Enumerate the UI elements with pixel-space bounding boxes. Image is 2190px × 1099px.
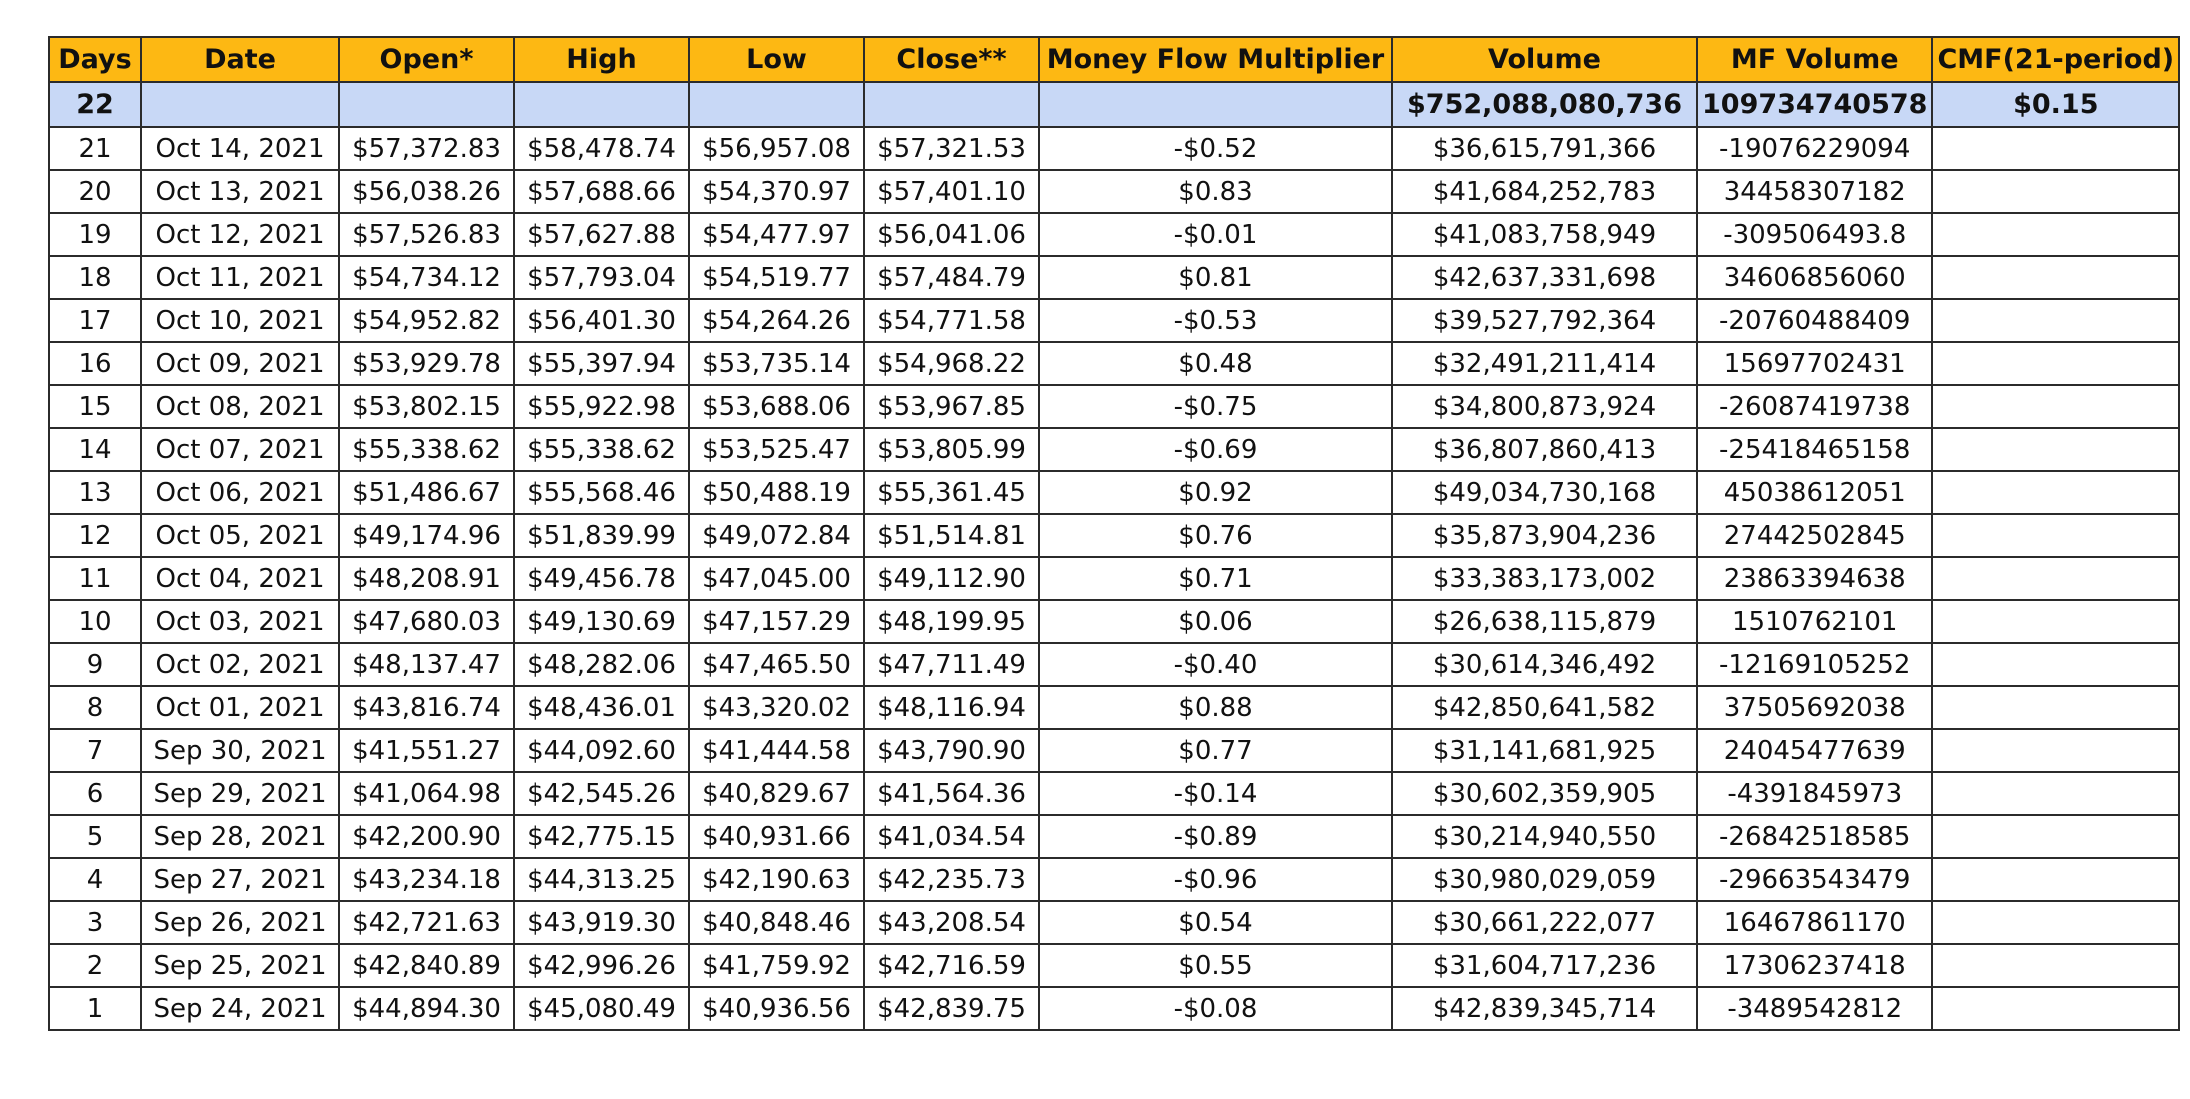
cell-low: $49,072.84: [689, 514, 864, 557]
cell-low: $43,320.02: [689, 686, 864, 729]
table-row: [49, 514, 2179, 557]
cell-cmf: [1932, 299, 2179, 342]
cell-volume: $30,614,346,492: [1392, 643, 1697, 686]
cmf-data-table: [48, 36, 2180, 1031]
cell-date: Oct 06, 2021: [141, 471, 339, 514]
cell-volume: $42,839,345,714: [1392, 987, 1697, 1030]
cell-mf-volume: 1510762101: [1697, 600, 1932, 643]
cell-date: Sep 26, 2021: [141, 901, 339, 944]
cell-cmf: [1932, 471, 2179, 514]
cell-days: 19: [49, 213, 141, 256]
cell-days: 9: [49, 643, 141, 686]
cell-cmf: [1932, 342, 2179, 385]
cell-days: 2: [49, 944, 141, 987]
cell-multiplier: $0.83: [1039, 170, 1392, 213]
cell-days: 15: [49, 385, 141, 428]
cell-close: $48,199.95: [864, 600, 1039, 643]
cell-volume: $36,807,860,413: [1392, 428, 1697, 471]
cell-date: Oct 13, 2021: [141, 170, 339, 213]
cell-mf-volume: 24045477639: [1697, 729, 1932, 772]
summary-multiplier: [1039, 82, 1392, 127]
table-row: [49, 772, 2179, 815]
cell-open: $41,064.98: [339, 772, 514, 815]
cell-high: $55,397.94: [514, 342, 689, 385]
cell-multiplier: $0.92: [1039, 471, 1392, 514]
cell-high: $42,996.26: [514, 944, 689, 987]
cell-close: $42,839.75: [864, 987, 1039, 1030]
cell-mf-volume: -3489542812: [1697, 987, 1932, 1030]
table-row: [49, 213, 2179, 256]
cell-open: $49,174.96: [339, 514, 514, 557]
cell-cmf: [1932, 514, 2179, 557]
header-date: Date: [141, 37, 339, 82]
cell-date: Sep 30, 2021: [141, 729, 339, 772]
cell-open: $42,721.63: [339, 901, 514, 944]
summary-mf-volume-total: 109734740578: [1697, 82, 1932, 127]
cell-date: Sep 29, 2021: [141, 772, 339, 815]
cell-multiplier: $0.81: [1039, 256, 1392, 299]
cell-open: $48,208.91: [339, 557, 514, 600]
cell-open: $56,038.26: [339, 170, 514, 213]
cell-low: $54,370.97: [689, 170, 864, 213]
cell-days: 13: [49, 471, 141, 514]
cell-cmf: [1932, 686, 2179, 729]
cell-multiplier: -$0.53: [1039, 299, 1392, 342]
cell-low: $42,190.63: [689, 858, 864, 901]
cell-cmf: [1932, 643, 2179, 686]
cell-mf-volume: 16467861170: [1697, 901, 1932, 944]
cell-open: $43,234.18: [339, 858, 514, 901]
cell-cmf: [1932, 170, 2179, 213]
cell-mf-volume: -4391845973: [1697, 772, 1932, 815]
cell-close: $41,564.36: [864, 772, 1039, 815]
cell-open: $48,137.47: [339, 643, 514, 686]
cell-days: 21: [49, 127, 141, 170]
cell-date: Oct 07, 2021: [141, 428, 339, 471]
table-row: [49, 127, 2179, 170]
cell-open: $51,486.67: [339, 471, 514, 514]
cell-date: Oct 03, 2021: [141, 600, 339, 643]
header-days: Days: [49, 37, 141, 82]
table-row: [49, 557, 2179, 600]
table-row: [49, 428, 2179, 471]
cell-date: Oct 04, 2021: [141, 557, 339, 600]
table-row: [49, 170, 2179, 213]
cell-volume: $31,141,681,925: [1392, 729, 1697, 772]
cell-multiplier: -$0.08: [1039, 987, 1392, 1030]
cell-cmf: [1932, 256, 2179, 299]
cell-low: $47,157.29: [689, 600, 864, 643]
cell-days: 3: [49, 901, 141, 944]
table-row: [49, 299, 2179, 342]
cell-low: $53,525.47: [689, 428, 864, 471]
cell-volume: $42,637,331,698: [1392, 256, 1697, 299]
cell-volume: $26,638,115,879: [1392, 600, 1697, 643]
cell-multiplier: -$0.96: [1039, 858, 1392, 901]
summary-days: 22: [49, 82, 141, 127]
cell-open: $54,734.12: [339, 256, 514, 299]
cell-high: $45,080.49: [514, 987, 689, 1030]
cell-days: 8: [49, 686, 141, 729]
cell-multiplier: $0.06: [1039, 600, 1392, 643]
cell-open: $41,551.27: [339, 729, 514, 772]
table-row: [49, 944, 2179, 987]
cell-mf-volume: -20760488409: [1697, 299, 1932, 342]
cell-cmf: [1932, 600, 2179, 643]
cell-high: $57,793.04: [514, 256, 689, 299]
cell-days: 18: [49, 256, 141, 299]
cell-mf-volume: 37505692038: [1697, 686, 1932, 729]
cell-multiplier: -$0.89: [1039, 815, 1392, 858]
cell-days: 1: [49, 987, 141, 1030]
cell-high: $49,456.78: [514, 557, 689, 600]
header-open: Open*: [339, 37, 514, 82]
cell-multiplier: $0.76: [1039, 514, 1392, 557]
cell-days: 5: [49, 815, 141, 858]
cell-volume: $49,034,730,168: [1392, 471, 1697, 514]
cell-close: $56,041.06: [864, 213, 1039, 256]
cell-high: $57,627.88: [514, 213, 689, 256]
header-row: [49, 37, 2179, 82]
summary-close: [864, 82, 1039, 127]
summary-row: [49, 82, 2179, 127]
cell-high: $49,130.69: [514, 600, 689, 643]
cell-high: $43,919.30: [514, 901, 689, 944]
cell-date: Oct 12, 2021: [141, 213, 339, 256]
header-cmf: CMF(21-period): [1932, 37, 2179, 82]
cell-multiplier: $0.55: [1039, 944, 1392, 987]
cell-multiplier: -$0.14: [1039, 772, 1392, 815]
cell-multiplier: $0.71: [1039, 557, 1392, 600]
cell-days: 12: [49, 514, 141, 557]
cell-days: 4: [49, 858, 141, 901]
cell-date: Oct 09, 2021: [141, 342, 339, 385]
cell-high: $55,568.46: [514, 471, 689, 514]
cell-date: Oct 14, 2021: [141, 127, 339, 170]
cell-open: $53,802.15: [339, 385, 514, 428]
cell-days: 7: [49, 729, 141, 772]
table-row: [49, 342, 2179, 385]
cell-close: $49,112.90: [864, 557, 1039, 600]
cell-high: $44,092.60: [514, 729, 689, 772]
cell-open: $42,840.89: [339, 944, 514, 987]
cell-open: $54,952.82: [339, 299, 514, 342]
cell-close: $42,716.59: [864, 944, 1039, 987]
cell-open: $57,372.83: [339, 127, 514, 170]
cell-mf-volume: 17306237418: [1697, 944, 1932, 987]
cell-mf-volume: -26087419738: [1697, 385, 1932, 428]
cell-high: $51,839.99: [514, 514, 689, 557]
cell-multiplier: $0.88: [1039, 686, 1392, 729]
cell-date: Oct 11, 2021: [141, 256, 339, 299]
cell-volume: $36,615,791,366: [1392, 127, 1697, 170]
cell-close: $55,361.45: [864, 471, 1039, 514]
cell-open: $53,929.78: [339, 342, 514, 385]
cell-close: $51,514.81: [864, 514, 1039, 557]
cell-cmf: [1932, 987, 2179, 1030]
summary-low: [689, 82, 864, 127]
cell-close: $54,968.22: [864, 342, 1039, 385]
cell-low: $47,465.50: [689, 643, 864, 686]
cell-close: $48,116.94: [864, 686, 1039, 729]
cell-low: $41,444.58: [689, 729, 864, 772]
cell-close: $54,771.58: [864, 299, 1039, 342]
header-money-flow-multiplier: Money Flow Multiplier: [1039, 37, 1392, 82]
cell-cmf: [1932, 901, 2179, 944]
cell-days: 14: [49, 428, 141, 471]
table-row: [49, 729, 2179, 772]
table-row: [49, 471, 2179, 514]
header-mf-volume: MF Volume: [1697, 37, 1932, 82]
cell-date: Oct 08, 2021: [141, 385, 339, 428]
cell-high: $58,478.74: [514, 127, 689, 170]
cell-close: $57,401.10: [864, 170, 1039, 213]
cell-volume: $30,602,359,905: [1392, 772, 1697, 815]
cell-multiplier: $0.48: [1039, 342, 1392, 385]
cell-open: $44,894.30: [339, 987, 514, 1030]
summary-high: [514, 82, 689, 127]
cell-cmf: [1932, 858, 2179, 901]
table-row: [49, 858, 2179, 901]
cell-close: $53,967.85: [864, 385, 1039, 428]
cell-volume: $35,873,904,236: [1392, 514, 1697, 557]
cell-cmf: [1932, 557, 2179, 600]
cell-open: $43,816.74: [339, 686, 514, 729]
cell-low: $53,735.14: [689, 342, 864, 385]
cell-date: Sep 24, 2021: [141, 987, 339, 1030]
cell-date: Sep 27, 2021: [141, 858, 339, 901]
cell-volume: $33,383,173,002: [1392, 557, 1697, 600]
summary-volume-total: $752,088,080,736: [1392, 82, 1697, 127]
cell-multiplier: -$0.52: [1039, 127, 1392, 170]
cell-high: $55,922.98: [514, 385, 689, 428]
cell-days: 6: [49, 772, 141, 815]
cell-mf-volume: -29663543479: [1697, 858, 1932, 901]
cell-mf-volume: 34458307182: [1697, 170, 1932, 213]
cell-mf-volume: 27442502845: [1697, 514, 1932, 557]
cell-volume: $39,527,792,364: [1392, 299, 1697, 342]
cell-cmf: [1932, 729, 2179, 772]
table-row: [49, 385, 2179, 428]
cell-mf-volume: -309506493.8: [1697, 213, 1932, 256]
cell-low: $56,957.08: [689, 127, 864, 170]
cell-high: $42,545.26: [514, 772, 689, 815]
cell-days: 11: [49, 557, 141, 600]
cell-volume: $31,604,717,236: [1392, 944, 1697, 987]
cell-low: $54,519.77: [689, 256, 864, 299]
cell-multiplier: -$0.69: [1039, 428, 1392, 471]
cell-mf-volume: 34606856060: [1697, 256, 1932, 299]
cell-open: $55,338.62: [339, 428, 514, 471]
table-row: [49, 643, 2179, 686]
cell-low: $40,936.56: [689, 987, 864, 1030]
summary-date: [141, 82, 339, 127]
cell-mf-volume: -19076229094: [1697, 127, 1932, 170]
cell-open: $57,526.83: [339, 213, 514, 256]
header-volume: Volume: [1392, 37, 1697, 82]
cell-close: $57,484.79: [864, 256, 1039, 299]
cell-days: 20: [49, 170, 141, 213]
cell-multiplier: -$0.01: [1039, 213, 1392, 256]
cell-mf-volume: 45038612051: [1697, 471, 1932, 514]
cell-open: $47,680.03: [339, 600, 514, 643]
cell-date: Sep 28, 2021: [141, 815, 339, 858]
table-row: [49, 600, 2179, 643]
cell-days: 10: [49, 600, 141, 643]
cell-cmf: [1932, 815, 2179, 858]
cell-high: $57,688.66: [514, 170, 689, 213]
cell-volume: $32,491,211,414: [1392, 342, 1697, 385]
cell-date: Oct 10, 2021: [141, 299, 339, 342]
cell-date: Oct 05, 2021: [141, 514, 339, 557]
cell-high: $48,436.01: [514, 686, 689, 729]
cell-low: $53,688.06: [689, 385, 864, 428]
table-row: [49, 256, 2179, 299]
cell-low: $41,759.92: [689, 944, 864, 987]
cell-multiplier: -$0.75: [1039, 385, 1392, 428]
cell-low: $54,264.26: [689, 299, 864, 342]
cell-volume: $42,850,641,582: [1392, 686, 1697, 729]
table-row: [49, 901, 2179, 944]
header-close: Close**: [864, 37, 1039, 82]
cell-mf-volume: -12169105252: [1697, 643, 1932, 686]
cell-low: $54,477.97: [689, 213, 864, 256]
cell-high: $56,401.30: [514, 299, 689, 342]
cell-mf-volume: -25418465158: [1697, 428, 1932, 471]
cell-close: $43,790.90: [864, 729, 1039, 772]
cell-cmf: [1932, 213, 2179, 256]
cell-mf-volume: 15697702431: [1697, 342, 1932, 385]
cell-multiplier: $0.77: [1039, 729, 1392, 772]
cell-volume: $30,214,940,550: [1392, 815, 1697, 858]
table-row: [49, 815, 2179, 858]
cell-multiplier: $0.54: [1039, 901, 1392, 944]
cell-cmf: [1932, 127, 2179, 170]
cell-high: $55,338.62: [514, 428, 689, 471]
cell-low: $40,848.46: [689, 901, 864, 944]
header-high: High: [514, 37, 689, 82]
cell-volume: $34,800,873,924: [1392, 385, 1697, 428]
cell-volume: $41,684,252,783: [1392, 170, 1697, 213]
cell-close: $42,235.73: [864, 858, 1039, 901]
table-row: [49, 686, 2179, 729]
cell-open: $42,200.90: [339, 815, 514, 858]
cell-high: $44,313.25: [514, 858, 689, 901]
cell-date: Sep 25, 2021: [141, 944, 339, 987]
cell-low: $47,045.00: [689, 557, 864, 600]
cell-low: $50,488.19: [689, 471, 864, 514]
cell-days: 17: [49, 299, 141, 342]
cell-volume: $30,980,029,059: [1392, 858, 1697, 901]
cell-volume: $41,083,758,949: [1392, 213, 1697, 256]
cell-multiplier: -$0.40: [1039, 643, 1392, 686]
cell-cmf: [1932, 385, 2179, 428]
cell-mf-volume: -26842518585: [1697, 815, 1932, 858]
cell-high: $42,775.15: [514, 815, 689, 858]
cell-cmf: [1932, 772, 2179, 815]
cell-date: Oct 01, 2021: [141, 686, 339, 729]
table-row: [49, 987, 2179, 1030]
cell-volume: $30,661,222,077: [1392, 901, 1697, 944]
cell-close: $43,208.54: [864, 901, 1039, 944]
cell-close: $47,711.49: [864, 643, 1039, 686]
cell-low: $40,931.66: [689, 815, 864, 858]
cell-cmf: [1932, 944, 2179, 987]
cell-close: $53,805.99: [864, 428, 1039, 471]
cell-low: $40,829.67: [689, 772, 864, 815]
header-low: Low: [689, 37, 864, 82]
cell-mf-volume: 23863394638: [1697, 557, 1932, 600]
cell-high: $48,282.06: [514, 643, 689, 686]
cell-date: Oct 02, 2021: [141, 643, 339, 686]
cell-close: $41,034.54: [864, 815, 1039, 858]
summary-open: [339, 82, 514, 127]
cell-days: 16: [49, 342, 141, 385]
cell-close: $57,321.53: [864, 127, 1039, 170]
cell-cmf: [1932, 428, 2179, 471]
summary-cmf-value: $0.15: [1932, 82, 2179, 127]
